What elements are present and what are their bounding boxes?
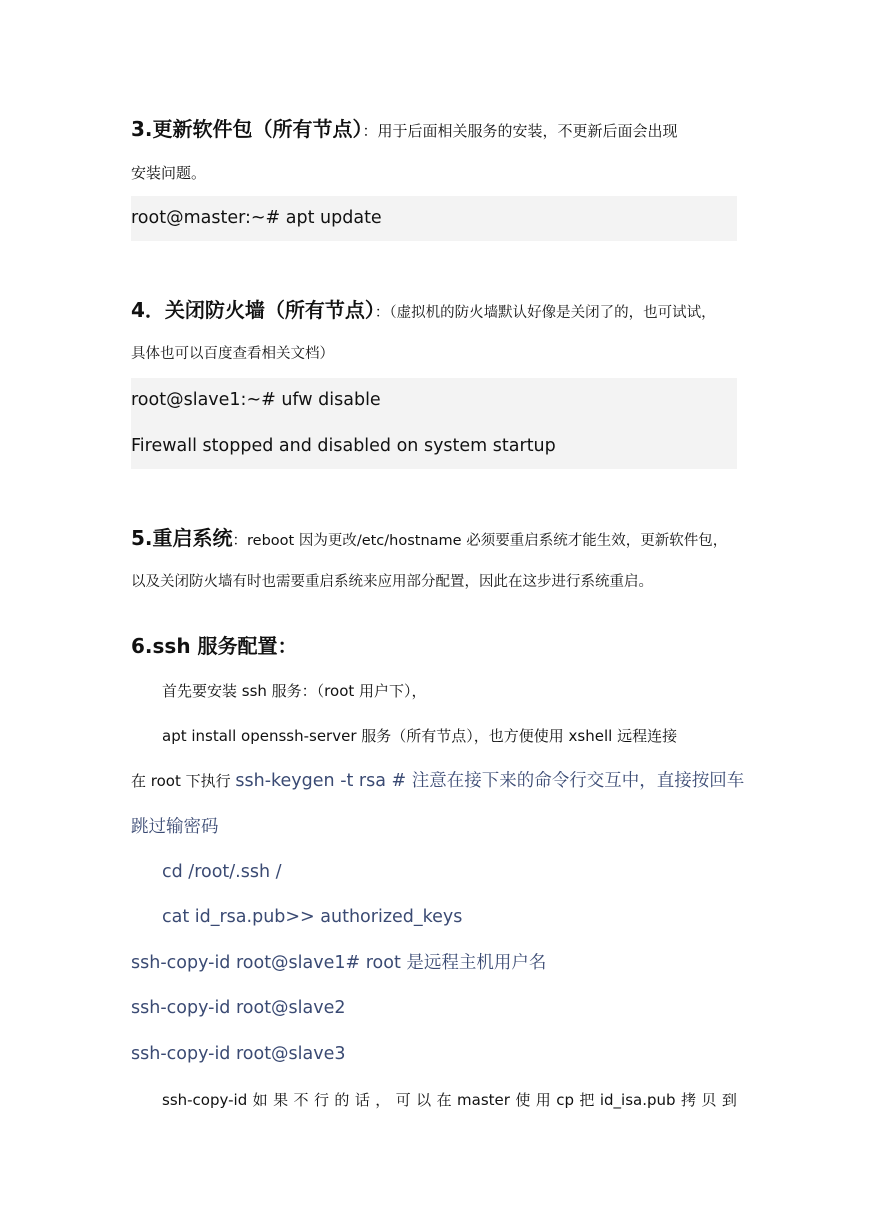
code-block-ufw: [131, 378, 737, 469]
section-3-heading: 3.更新软件包（所有节点）: [131, 117, 363, 141]
word: 可: [395, 1091, 411, 1109]
section-4-note-cont: 具体也可以百度查看相关文档）: [131, 346, 334, 362]
word: 贝: [701, 1091, 717, 1109]
ssh-line-2: apt install openssh-server 服务（所有节点），也方便使用 xshell 远程连接: [162, 727, 678, 745]
ssh-line-cd: cd /root/.ssh /: [162, 862, 282, 882]
section-6-heading: 6.ssh 服务配置：: [131, 634, 298, 658]
word: 如: [252, 1091, 268, 1109]
ssh-copy-slave3: ssh-copy-id root@slave3: [131, 1044, 346, 1064]
word: 以: [416, 1091, 432, 1109]
word: 在: [436, 1091, 452, 1109]
code-line: root@master:~# apt update: [131, 208, 382, 228]
code-line: root@slave1:~# ufw disable: [131, 390, 381, 410]
ssh-line-1: 首先要安装 ssh 服务：（root 用户下），: [162, 682, 427, 700]
code-block-apt-update: [131, 196, 737, 241]
word: 话: [354, 1091, 370, 1109]
word: ，: [375, 1091, 391, 1109]
word: 果: [273, 1091, 289, 1109]
ssh-copy-slave1: ssh-copy-id root@slave1# root 是远程主机用户名: [131, 953, 547, 973]
ssh-line-3-cont: 跳过输密码: [131, 817, 219, 837]
word: 把: [579, 1091, 595, 1109]
word: 不: [293, 1091, 309, 1109]
ssh-line-9: [162, 1093, 737, 1108]
word: master: [457, 1091, 510, 1109]
ssh-copy-slave2: ssh-copy-id root@slave2: [131, 998, 346, 1018]
word: 使: [515, 1091, 531, 1109]
section-5-heading: 5.重启系统: [131, 526, 233, 550]
word: 用: [535, 1091, 551, 1109]
word: id_isa.pub: [599, 1091, 676, 1109]
word: 的: [334, 1091, 350, 1109]
word: 拷: [680, 1091, 696, 1109]
section-4-heading: 4．关闭防火墙（所有节点）: [131, 298, 375, 322]
section-5-heading-line: [131, 528, 727, 549]
ssh-line-3-prefix: 在 root 下执行: [131, 772, 236, 790]
code-line: Firewall stopped and disabled on system startup: [131, 436, 556, 456]
section-3-heading-line: [131, 119, 678, 139]
section-5-note: ：reboot 因为更改/etc/hostname 必须要重启系统才能生效，更新软件包，: [232, 533, 728, 549]
word: cp: [556, 1091, 574, 1109]
section-4-heading-line: [131, 300, 716, 321]
word: ssh-copy-id: [162, 1091, 248, 1109]
section-3-note: ：用于后面相关服务的安装，不更新后面会出现: [362, 122, 678, 140]
word: 行: [313, 1091, 329, 1109]
word: 到: [721, 1091, 737, 1109]
ssh-line-3: [131, 773, 744, 791]
section-3-note-cont: 安装问题。: [131, 164, 207, 182]
ssh-keygen-command: ssh-keygen -t rsa # 注意在接下来的命令行交互中，直接按回车: [235, 771, 745, 791]
ssh-line-cat: cat id_rsa.pub>> authorized_keys: [162, 907, 463, 927]
section-4-note: ：（虚拟机的防火墙默认好像是关闭了的，也可试试，: [374, 305, 716, 321]
section-5-note-cont: 以及关闭防火墙有时也需要重启系统来应用部分配置，因此在这步进行系统重启。: [131, 574, 653, 590]
